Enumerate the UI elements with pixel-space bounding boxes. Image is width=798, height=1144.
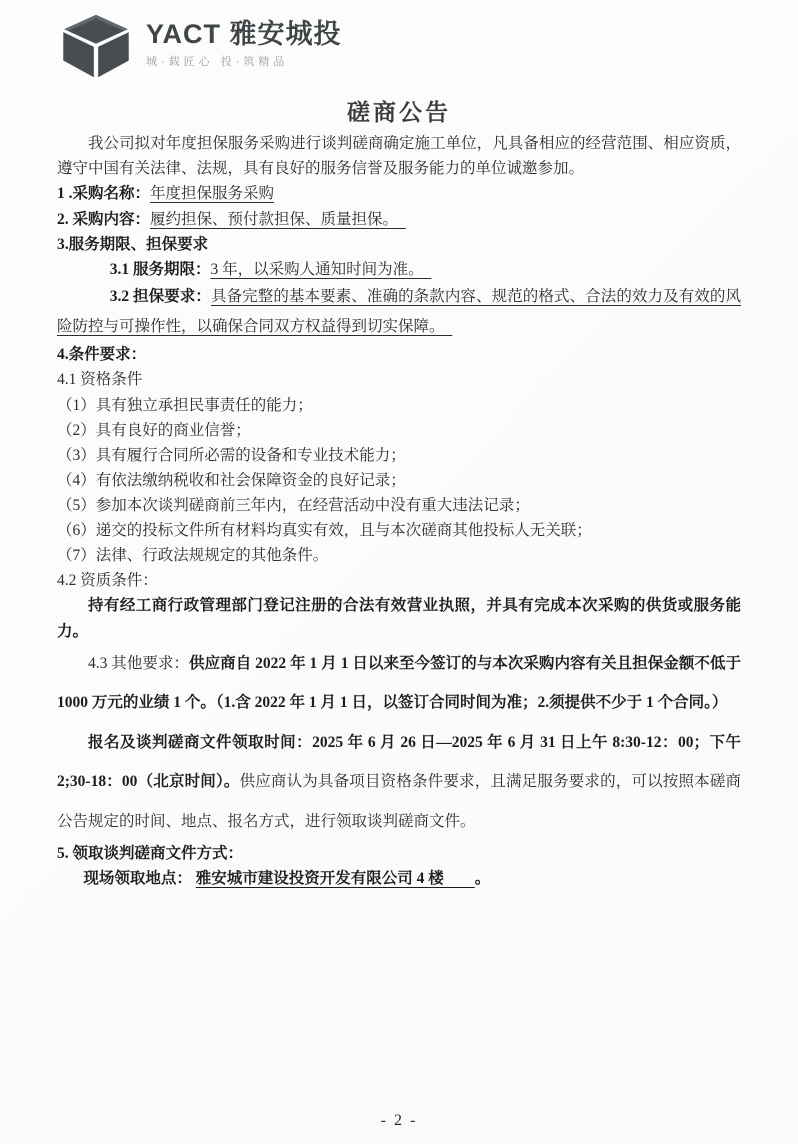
text-segment: 报名及谈判磋商文件领取时间： [88,733,313,751]
paragraph-6 [57,282,741,342]
text-segment: 2. 采购内容： [57,210,151,228]
text-segment: 雅安城市建设投资开发有限公司 4 楼 [195,870,475,888]
text-segment: （2）具有良好的商业信誉； [57,421,251,439]
text-segment: 持有经工商行政管理部门登记注册的合法有效营业执照，并具有完成本次采购的供货或服务能力。 [57,597,741,640]
paragraph-1 [57,131,741,181]
paragraph-7 [57,342,741,367]
paragraph-19 [57,723,741,842]
cube-logo-icon [59,14,133,78]
text-segment: 3 年，以采购人通知时间为准。 [210,260,432,278]
paragraph-14 [57,518,741,543]
text-segment: 现场领取地点： [83,870,196,888]
paragraph-17 [57,593,741,643]
text-segment: （3）具有履行合同所必需的设备和专业技术能力； [57,446,406,464]
text-segment: 供应商自 2022 年 1 月 1 日以来至今签订的与本次采购内容有关且担保金额不低于 1000 万元的业绩 1 个。（1.含 2022 年 1 月 1 日，以签订合同时间为准；2.须提供不少于 1 个合同。） [57,654,741,712]
paragraph-4 [57,232,741,257]
text-segment: 3.2 担保要求： [109,287,211,305]
text-segment: 。 [474,870,491,888]
text-segment: （6）递交的投标文件所有材料均真实有效，且与本次磋商其他投标人无关联； [57,522,592,540]
paragraph-11 [57,443,741,468]
company-logo [59,14,741,78]
paragraph-3 [57,207,741,232]
text-segment: 供应商认为具备项目资格条件要求，且满足服务要求的，可以按照本磋商公告规定的时间、地点、报名方式，进行领取谈判磋商文件。 [57,773,741,830]
text-segment: 2025 年 6 月 26 日—2025 年 6 月 31 日上午 8:30-12：00；下午 2;30-18：00（北京时间）。 [57,733,741,791]
paragraph-10 [57,418,741,443]
document-body [57,131,741,891]
paragraph-13 [57,493,741,518]
brand-name: YACT 雅安城投 [146,19,342,49]
paragraph-15 [57,543,741,568]
paragraph-16 [57,568,741,593]
paragraph-12 [57,468,741,493]
text-segment: 4.条件要求： [57,346,147,364]
paragraph-9 [57,393,741,418]
page-number: - 2 - [380,1112,418,1130]
text-segment: （1）具有独立承担民事责任的能力； [57,396,313,414]
text-segment: 4.2 资质条件： [57,572,158,590]
document-title: 磋商公告 [347,99,451,125]
paragraph-5 [57,257,741,282]
paragraph-2 [57,181,741,206]
text-segment: 年度担保服务采购 [150,185,275,203]
text-segment: 4.1 资格条件 [57,371,143,389]
text-segment: （4）有依法缴纳税收和社会保障资金的良好记录； [57,471,406,489]
paragraph-21 [57,866,741,891]
text-segment: （7）法律、行政法规规定的其他条件。 [57,547,329,565]
brand-text-block [146,20,342,72]
text-segment: 3.1 服务期限： [109,260,211,278]
brand-tagline: 城·载匠心 投·筑精品 [146,55,289,68]
text-segment: 4.3 其他要求： [88,654,190,672]
text-segment: 我公司拟对年度担保服务采购进行谈判磋商确定施工单位，凡具备相应的经营范围、相应资质，遵守中国有关法律、法规，具有良好的服务信誉及服务能力的单位诚邀参加。 [57,135,741,178]
text-segment: 履约担保、预付款担保、质量担保。 [150,210,406,228]
text-segment: 1 .采购名称： [57,185,151,203]
text-segment: 3.服务期限、担保要求 [57,235,209,253]
paragraph-18 [57,644,741,723]
paragraph-20 [57,841,741,866]
text-segment: 5. 领取谈判磋商文件方式： [57,845,244,863]
paragraph-8 [57,367,741,392]
text-segment: 具备完整的基本要素、准确的条款内容、规范的格式、合法的效力及有效的风险防控与可操作性，以确保合同双方权益得到切实保障。 [57,287,741,336]
text-segment: （5）参加本次谈判磋商前三年内，在经营活动中没有重大违法记录； [57,497,530,514]
